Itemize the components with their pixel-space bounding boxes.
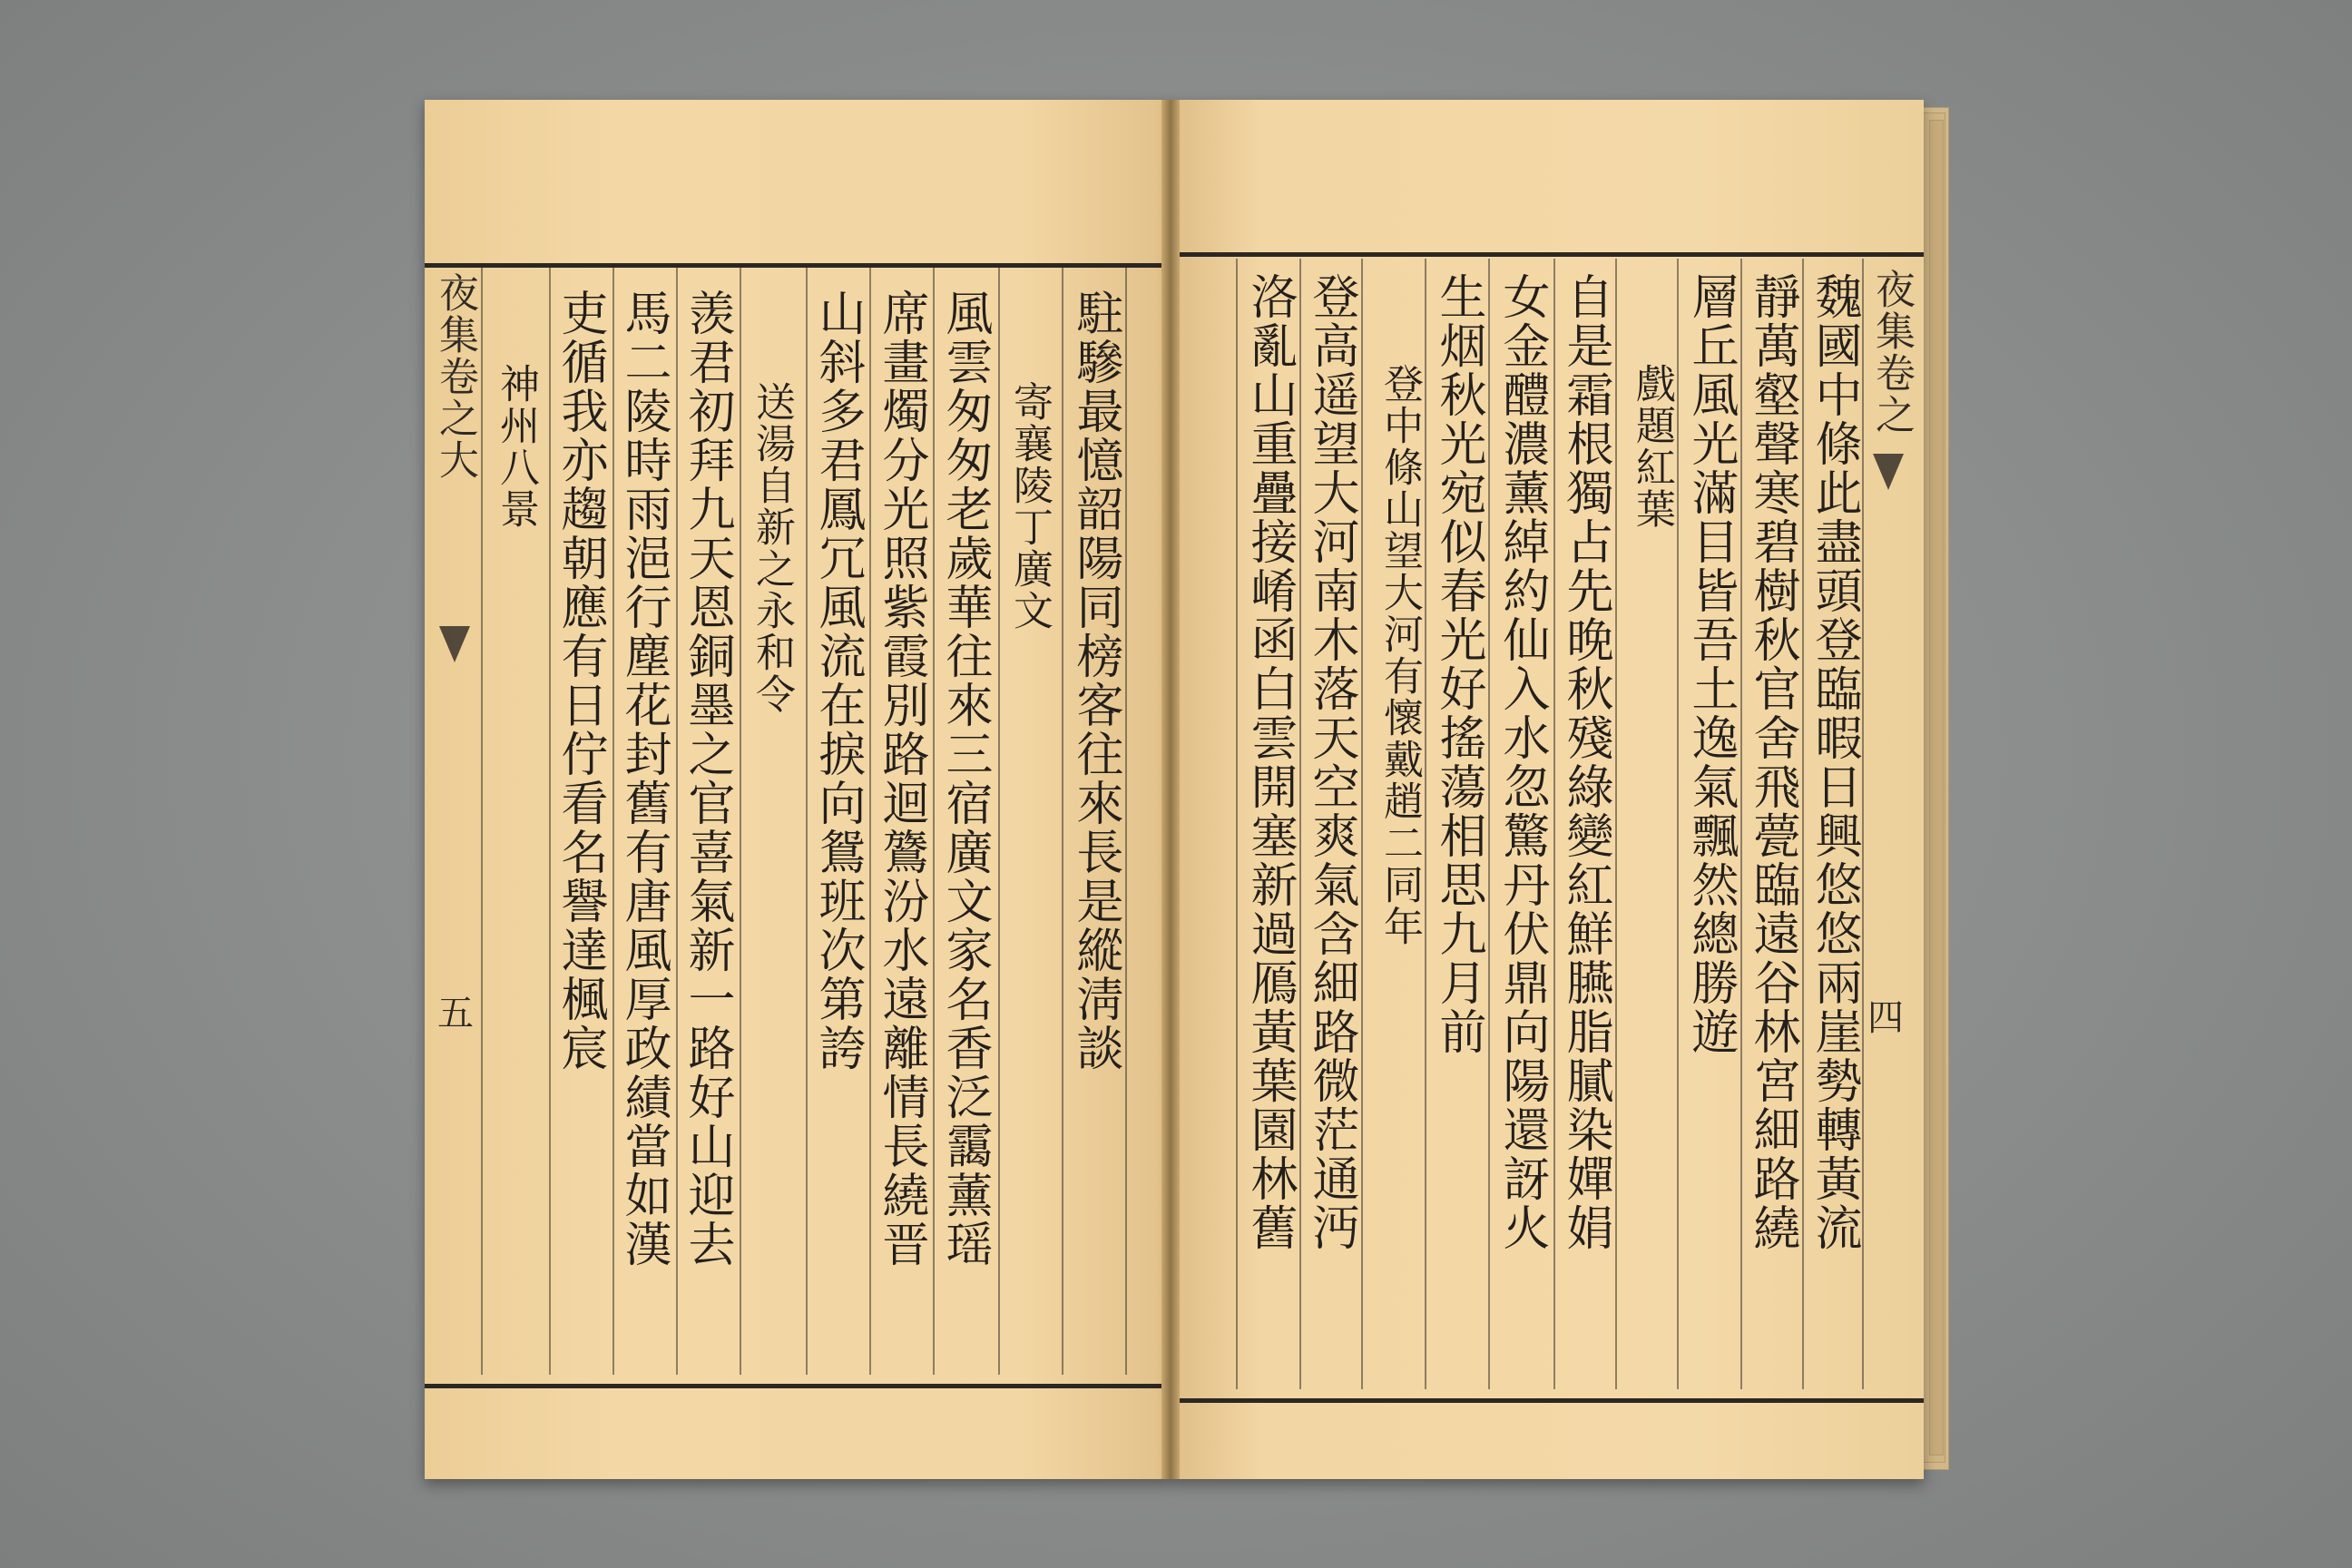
left-col-7: 羡君初拜九天恩銅墨之官喜氣新一路好山迎去 <box>680 289 734 1269</box>
column-rule <box>481 268 483 1375</box>
column-rule <box>612 268 614 1375</box>
left-col-9: 吏循我亦趨朝應有日佇看名譽達楓宸 <box>553 289 607 1073</box>
left-col-10: 神州八景 <box>493 363 539 530</box>
column-rule <box>1125 268 1127 1375</box>
column-rule <box>998 268 1000 1375</box>
column-rule <box>1361 259 1363 1389</box>
column-rule <box>1802 259 1804 1389</box>
book-gutter <box>1161 100 1180 1479</box>
right-col-6: 女金醴濃薰綽約仙入水忽驚丹伏鼎向陽還訝火 <box>1494 272 1549 1252</box>
right-col-8: 登中條山望大河有懷戴趙二同年 <box>1377 363 1423 947</box>
column-rule <box>1236 259 1238 1389</box>
left-col-8: 馬二陵時雨浥行塵花封舊有唐風厚政績當如漢 <box>616 289 671 1269</box>
column-rule <box>1553 259 1555 1389</box>
column-rule <box>1488 259 1490 1389</box>
right-col-1: 魏國中條此盡頭登臨暇日興悠悠兩崖勢轉黃流 <box>1807 272 1861 1252</box>
right-col-3: 層丘風光滿目皆吾土逸氣飄然總勝遊 <box>1683 272 1738 1056</box>
column-rule <box>869 268 871 1375</box>
column-rule <box>676 268 678 1375</box>
right-col-10: 洛亂山重疊接崤函白雲開塞新過鴈黃葉園林舊 <box>1242 272 1297 1252</box>
column-rule <box>1615 259 1617 1389</box>
left-page-number: 五 <box>437 993 474 1034</box>
column-rule <box>1740 259 1742 1389</box>
left-col-3: 風雲匆匆老歲華往來三宿廣文家名香泛靄薰瑶 <box>937 289 992 1269</box>
column-rule <box>1062 268 1063 1375</box>
column-rule <box>1425 259 1426 1389</box>
left-col-5: 山斜多君鳳冗風流在捩向鴛班次第誇 <box>810 289 865 1073</box>
page-edges <box>1929 120 1944 1455</box>
right-col-5: 自是霜根獨占先晚秋殘綠變紅鮮臙脂膩染嬋娟 <box>1558 272 1612 1252</box>
column-rule <box>806 268 808 1375</box>
column-rule <box>740 268 741 1375</box>
column-rule <box>1299 259 1301 1389</box>
right-col-7: 生烟秋光宛似春光好搖蕩相思九月前 <box>1431 272 1485 1056</box>
column-rule <box>1862 259 1864 1389</box>
left-col-6: 送湯自新之永和令 <box>749 381 795 715</box>
column-rule <box>549 268 551 1375</box>
left-col-4: 席畫燭分光照紫霞別路迴鷟汾水遠離情長繞晋 <box>874 289 928 1269</box>
column-rule <box>933 268 935 1375</box>
right-col-2: 靜萬壑聲寒碧樹秋官舍飛甍臨遠谷林宮細路繞 <box>1745 272 1799 1252</box>
right-page-number: 四 <box>1867 997 1904 1039</box>
left-col-1: 駐驂最憶韶陽同榜客往來長是縱淸談 <box>1068 289 1122 1073</box>
right-margin-title: 夜集卷之 <box>1868 269 1915 436</box>
left-col-2: 寄襄陵丁廣文 <box>1006 381 1053 632</box>
right-col-4: 戲題紅葉 <box>1629 363 1675 530</box>
right-col-9: 登高遥望大河南木落天空爽氣含細路微茫通沔 <box>1304 272 1358 1252</box>
column-rule <box>1677 259 1679 1389</box>
left-margin-title: 夜集卷之大 <box>432 272 478 481</box>
